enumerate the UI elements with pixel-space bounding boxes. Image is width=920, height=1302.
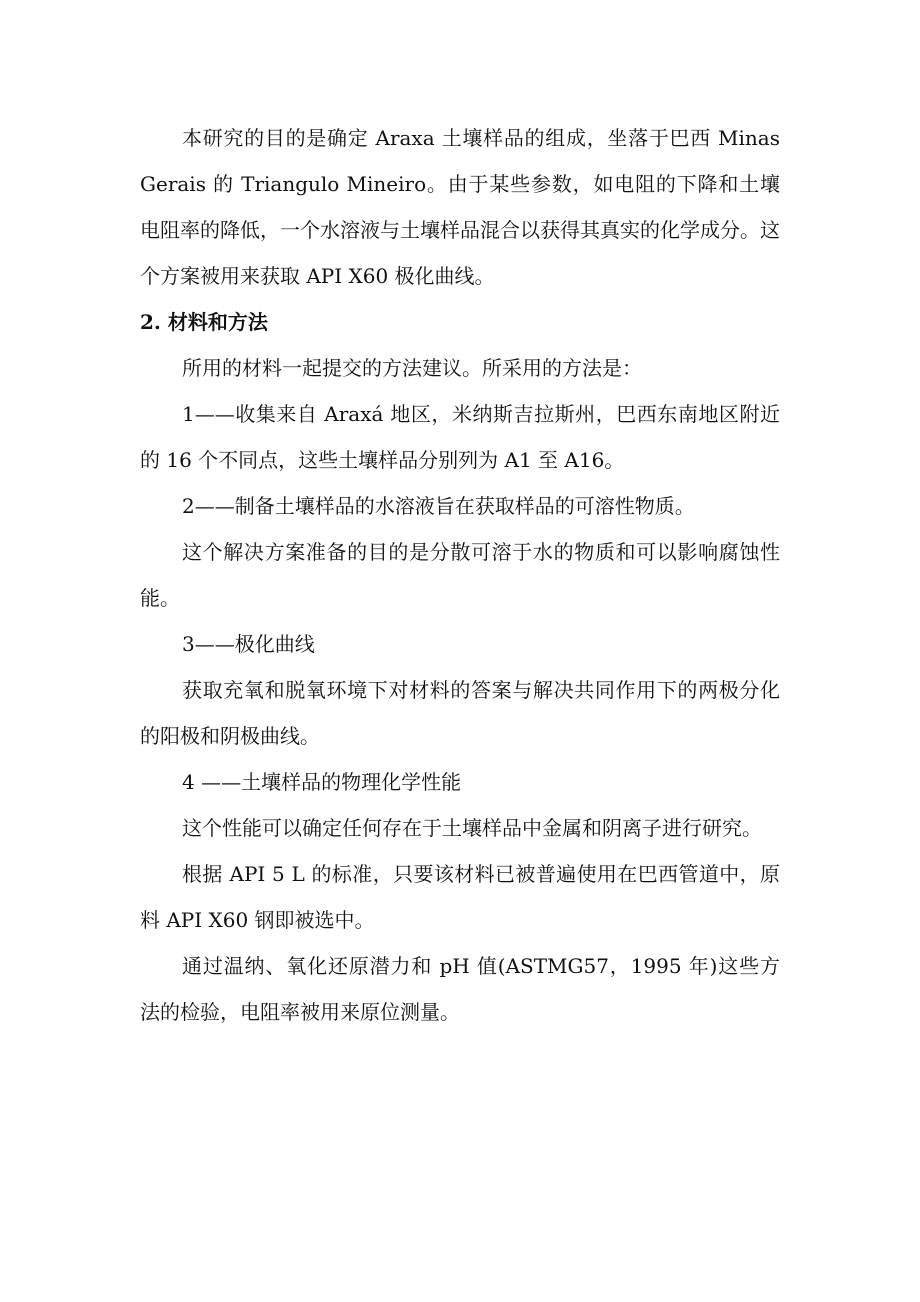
- step-4-paragraph: 4 ——土壤样品的物理化学性能: [182, 770, 462, 794]
- step-2-paragraph: 2——制备土壤样品的水溶液旨在获取样品的可溶性物质。: [182, 494, 695, 518]
- resistivity-paragraph: 通过温纳、氧化还原潜力和 pH 值(ASTMG57，1995 年)这些方法的检验，电阻率被用来原位测量。: [140, 954, 780, 1024]
- step-1-paragraph: 1——收集来自 Araxá 地区，米纳斯吉拉斯州，巴西东南地区附近的 16 个不同点，这些土壤样品分别列为 A1 至 A16。: [140, 402, 780, 472]
- intro-paragraph: 本研究的目的是确定 Araxa 土壤样品的组成，坐落于巴西 Minas Gerais 的 Triangulo Mineiro。由于某些参数，如电阻的下降和土壤电阻率的降低，一个水溶液与土壤样品混合以获得其真实的化学成分。这个方案被用来获取 API X60 极化曲线。: [140, 126, 780, 288]
- step-4-detail-paragraph: 这个性能可以确定任何存在于土壤样品中金属和阴离子进行研究。: [182, 816, 762, 840]
- section-heading: 2. 材料和方法: [140, 310, 268, 334]
- step-3-detail-paragraph: 获取充氧和脱氧环境下对材料的答案与解决共同作用下的两极分化的阳极和阴极曲线。: [140, 678, 780, 748]
- material-paragraph: 根据 API 5 L 的标准，只要该材料已被普遍使用在巴西管道中，原料 API X60 钢即被选中。: [140, 862, 780, 932]
- step-3-paragraph: 3——极化曲线: [182, 632, 315, 656]
- step-2-detail-paragraph: 这个解决方案准备的目的是分散可溶于水的物质和可以影响腐蚀性能。: [140, 540, 780, 610]
- document-body: [140, 115, 780, 1035]
- methods-paragraph: 所用的材料一起提交的方法建议。所采用的方法是：: [182, 356, 642, 380]
